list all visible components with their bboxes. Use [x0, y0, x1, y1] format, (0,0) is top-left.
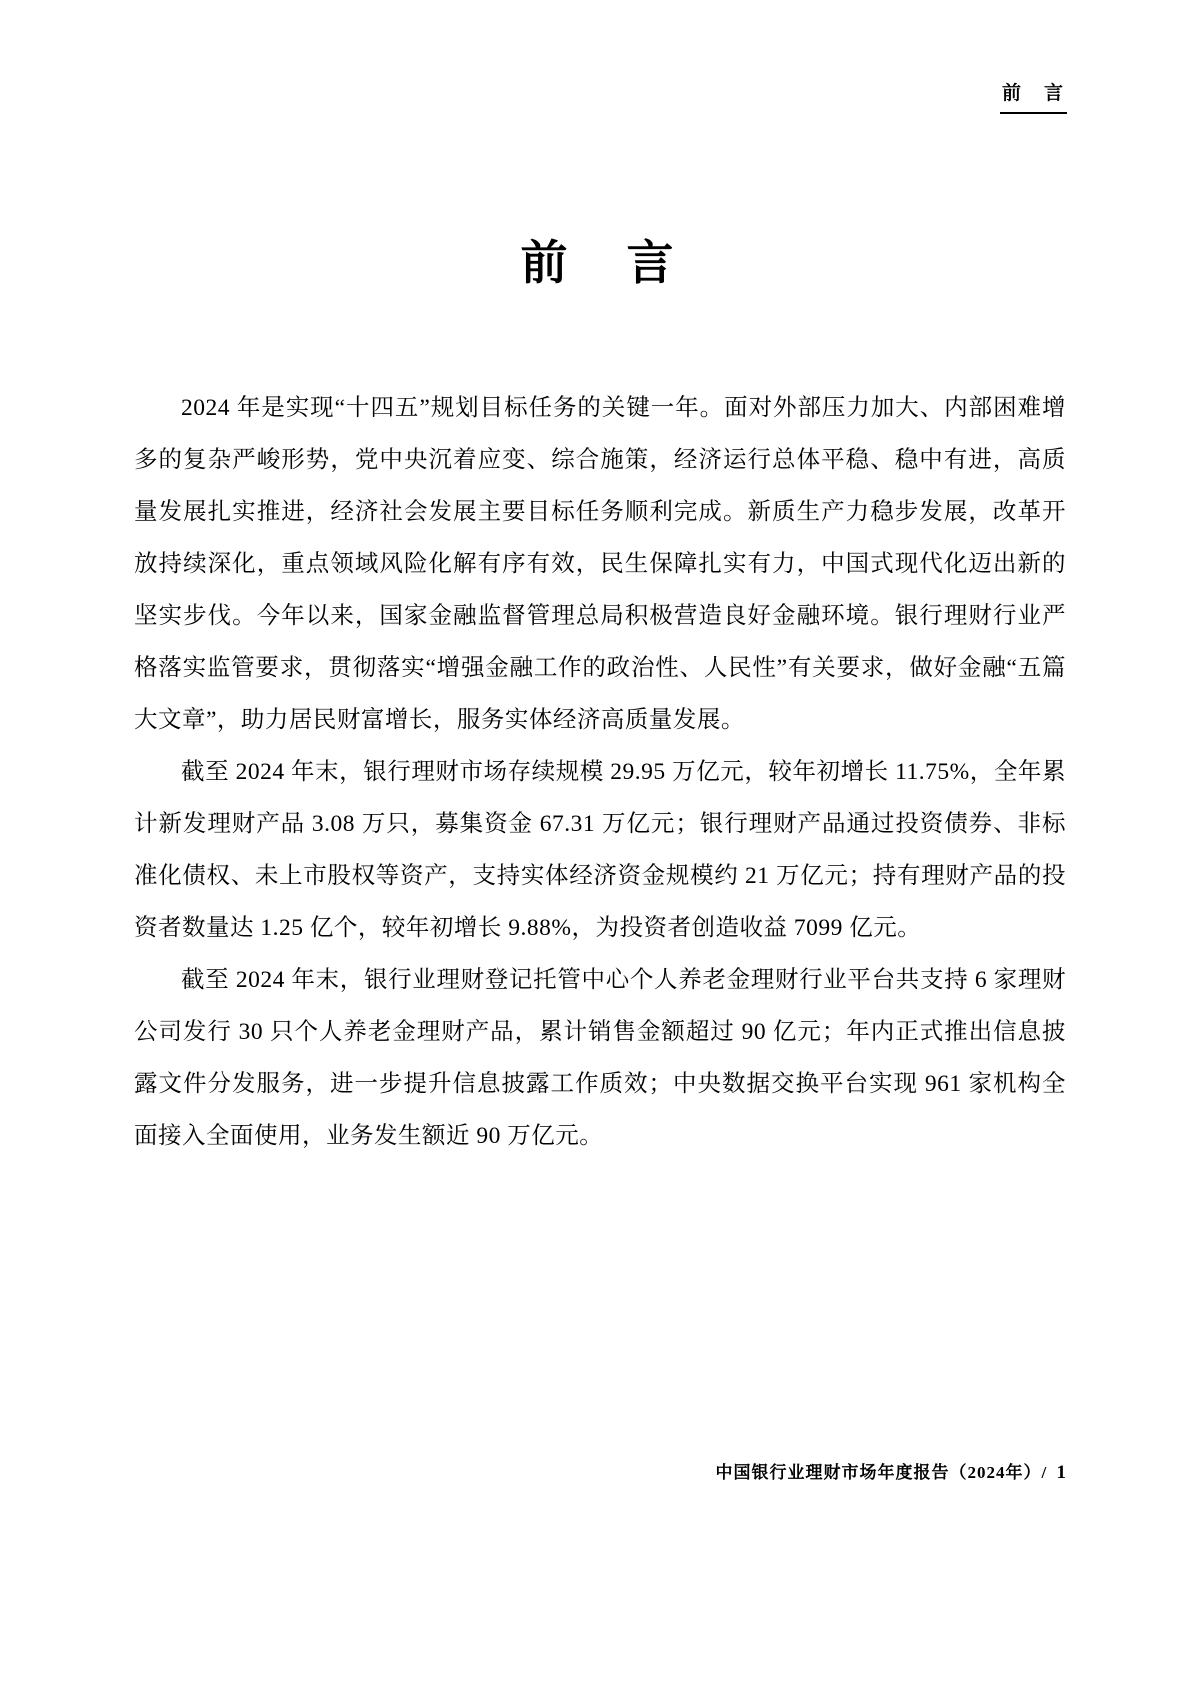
- paragraph: 截至 2024 年末，银行理财市场存续规模 29.95 万亿元，较年初增长 11.75%，全年累计新发理财产品 3.08 万只，募集资金 67.31 万亿元；银行理财产品通过投资债券、非标准化债权、未上市股权等资产，支持实体经济资金规模约 21 万亿元；持有理财产品的投资者数量达 1.25 亿个，较年初增长 9.88%，为投资者创造收益 7099 亿元。: [134, 759, 1066, 941]
- body-text: [134, 382, 1066, 1162]
- paragraph: 2024 年是实现“十四五”规划目标任务的关键一年。面对外部压力加大、内部困难增多的复杂严峻形势，党中央沉着应变、综合施策，经济运行总体平稳、稳中有进，高质量发展扎实推进，经济社会发展主要目标任务顺利完成。新质生产力稳步发展，改革开放持续深化，重点领域风险化解有序有效，民生保障扎实有力，中国式现代化迈出新的坚实步伐。今年以来，国家金融监督管理总局积极营造良好金融环境。银行理财行业严格落实监管要求，贯彻落实“增强金融工作的政治性、人民性”有关要求，做好金融“五篇大文章”，助力居民财富增长，服务实体经济高质量发展。: [134, 395, 1066, 733]
- page-title: 前 言: [520, 238, 680, 290]
- paragraph: 截至 2024 年末，银行业理财登记托管中心个人养老金理财行业平台共支持 6 家理财公司发行 30 只个人养老金理财产品，累计销售金额超过 90 亿元；年内正式推出信息披露文件分发服务，进一步提升信息披露工作质效；中央数据交换平台实现 961 家机构全面接入全面使用，业务发生额近 90 万亿元。: [134, 967, 1066, 1149]
- footer-page-number: 1: [1056, 1462, 1067, 1483]
- running-header: 前 言: [1000, 78, 1067, 114]
- page-footer: [716, 1458, 1067, 1484]
- footer-report-title: 中国银行业理财市场年度报告（2024年）/: [715, 1463, 1048, 1482]
